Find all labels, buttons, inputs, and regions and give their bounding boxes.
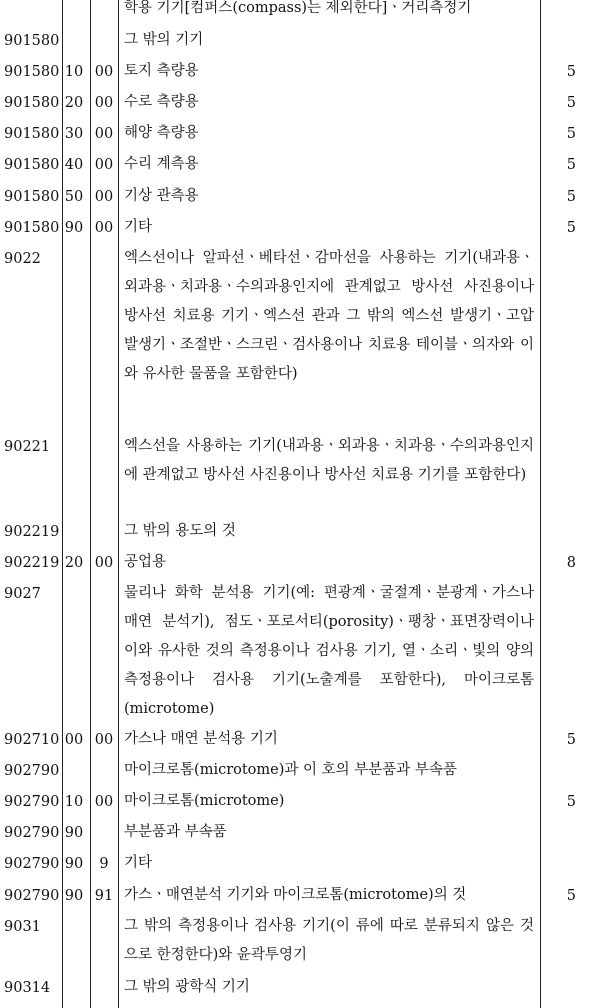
description: 가스나 매연 분석용 기기 <box>124 731 278 747</box>
description: 그 밖의 용도의 것 <box>124 523 236 539</box>
hs-code: 902710 <box>4 732 60 748</box>
detail-code: 00 <box>94 126 114 142</box>
detail-code: 00 <box>94 732 114 748</box>
detail-code: 00 <box>94 794 114 810</box>
detail-code: 00 <box>94 157 114 173</box>
description: 학용 기기[컴퍼스(compass)는 제외한다]ㆍ거리측정기 <box>124 0 472 16</box>
sub-code: 20 <box>64 95 84 111</box>
detail-code: 00 <box>94 189 114 205</box>
hs-code: 901580 <box>4 95 60 111</box>
column-divider <box>90 0 91 1008</box>
sub-code: 10 <box>64 794 84 810</box>
hs-code: 9031 <box>4 919 41 935</box>
sub-code: 10 <box>64 64 84 80</box>
hs-code: 901580 <box>4 64 60 80</box>
detail-code: 00 <box>94 64 114 80</box>
hs-code: 90314 <box>4 980 51 996</box>
sub-code: 00 <box>64 732 84 748</box>
tariff-rate: 5 <box>566 95 576 111</box>
sub-code: 90 <box>64 856 84 872</box>
hs-code: 901580 <box>4 157 60 173</box>
description: 엑스선이나 알파선ㆍ베타선ㆍ감마선을 사용하는 기기(내과용ㆍ외과용ㆍ치과용ㆍ수의과용인지에 관계없고 방사선 사진용이나 방사선 치료용 기기ㆍ엑스선 관과 그 밖의 엑스선 발생기ㆍ고압발생기ㆍ조절반ㆍ스크린ㆍ검사용이나 치료용 테이블ㆍ의자와 이와 유사한 물품을 포함한다) <box>124 250 534 382</box>
sub-code: 90 <box>64 888 84 904</box>
sub-code: 40 <box>64 157 84 173</box>
hs-code: 9022 <box>4 251 41 267</box>
description: 공업용 <box>124 554 167 570</box>
detail-code: 00 <box>94 95 114 111</box>
description: 그 밖의 광학식 기기 <box>124 979 250 995</box>
description: 해양 측량용 <box>124 125 199 141</box>
description: 기타 <box>124 219 153 235</box>
detail-code: 9 <box>99 856 109 872</box>
hs-code: 902790 <box>4 825 60 841</box>
hs-code: 902219 <box>4 524 60 540</box>
column-divider <box>118 0 119 1008</box>
hs-code: 9027 <box>4 586 41 602</box>
tariff-rate: 5 <box>566 888 576 904</box>
hs-code: 902790 <box>4 763 60 779</box>
hs-code: 902790 <box>4 856 60 872</box>
tariff-rate: 5 <box>566 189 576 205</box>
description: 가스ㆍ매연분석 기기와 마이크로톰(microtome)의 것 <box>124 887 467 903</box>
sub-code: 90 <box>64 220 84 236</box>
hs-code: 902790 <box>4 888 60 904</box>
tariff-rate: 5 <box>566 126 576 142</box>
description: 기상 관측용 <box>124 188 199 204</box>
hs-code: 901580 <box>4 33 60 49</box>
tariff-rate: 5 <box>566 732 576 748</box>
description: 기타 <box>124 855 153 871</box>
hs-code: 902219 <box>4 555 60 571</box>
detail-code: 00 <box>94 220 114 236</box>
sub-code: 20 <box>64 555 84 571</box>
hs-code: 901580 <box>4 220 60 236</box>
description: 부분품과 부속품 <box>124 824 227 840</box>
description: 엑스선을 사용하는 기기(내과용ㆍ외과용ㆍ치과용ㆍ수의과용인지에 관계없고 방사선 사진용이나 방사선 치료용 기기를 포함한다) <box>124 438 534 483</box>
description: 수리 계측용 <box>124 156 199 172</box>
description: 그 밖의 기기 <box>124 32 204 48</box>
description: 마이크로톰(microtome) <box>124 793 285 809</box>
hs-code: 90221 <box>4 439 51 455</box>
description: 마이크로톰(microtome)과 이 호의 부분품과 부속품 <box>124 762 457 778</box>
tariff-rate: 5 <box>566 157 576 173</box>
sub-code: 30 <box>64 126 84 142</box>
tariff-rate: 5 <box>566 220 576 236</box>
tariff-rate: 8 <box>566 555 576 571</box>
description: 물리나 화학 분석용 기기(예: 편광계ㆍ굴절계ㆍ분광계ㆍ가스나 매연 분석기), 점도ㆍ포로서티(porosity)ㆍ팽창ㆍ표면장력이나 이와 유사한 것의 측정용이나 검사용 기기, 열ㆍ소리ㆍ빛의 양의 측정용이나 검사용 기기(노출계를 포함한다), 마이크로톰(microtome) <box>124 585 534 717</box>
detail-code: 91 <box>94 888 114 904</box>
tariff-rate: 5 <box>566 64 576 80</box>
description: 그 밖의 측정용이나 검사용 기기(이 류에 따로 분류되지 않은 것으로 한정한다)와 윤곽투영기 <box>124 918 534 963</box>
hs-code: 901580 <box>4 126 60 142</box>
detail-code: 00 <box>94 555 114 571</box>
sub-code: 90 <box>64 825 84 841</box>
sub-code: 50 <box>64 189 84 205</box>
hs-code: 901580 <box>4 189 60 205</box>
description: 수로 측량용 <box>124 94 199 110</box>
description: 토지 측량용 <box>124 63 199 79</box>
hs-code: 902790 <box>4 794 60 810</box>
tariff-rate: 5 <box>566 794 576 810</box>
